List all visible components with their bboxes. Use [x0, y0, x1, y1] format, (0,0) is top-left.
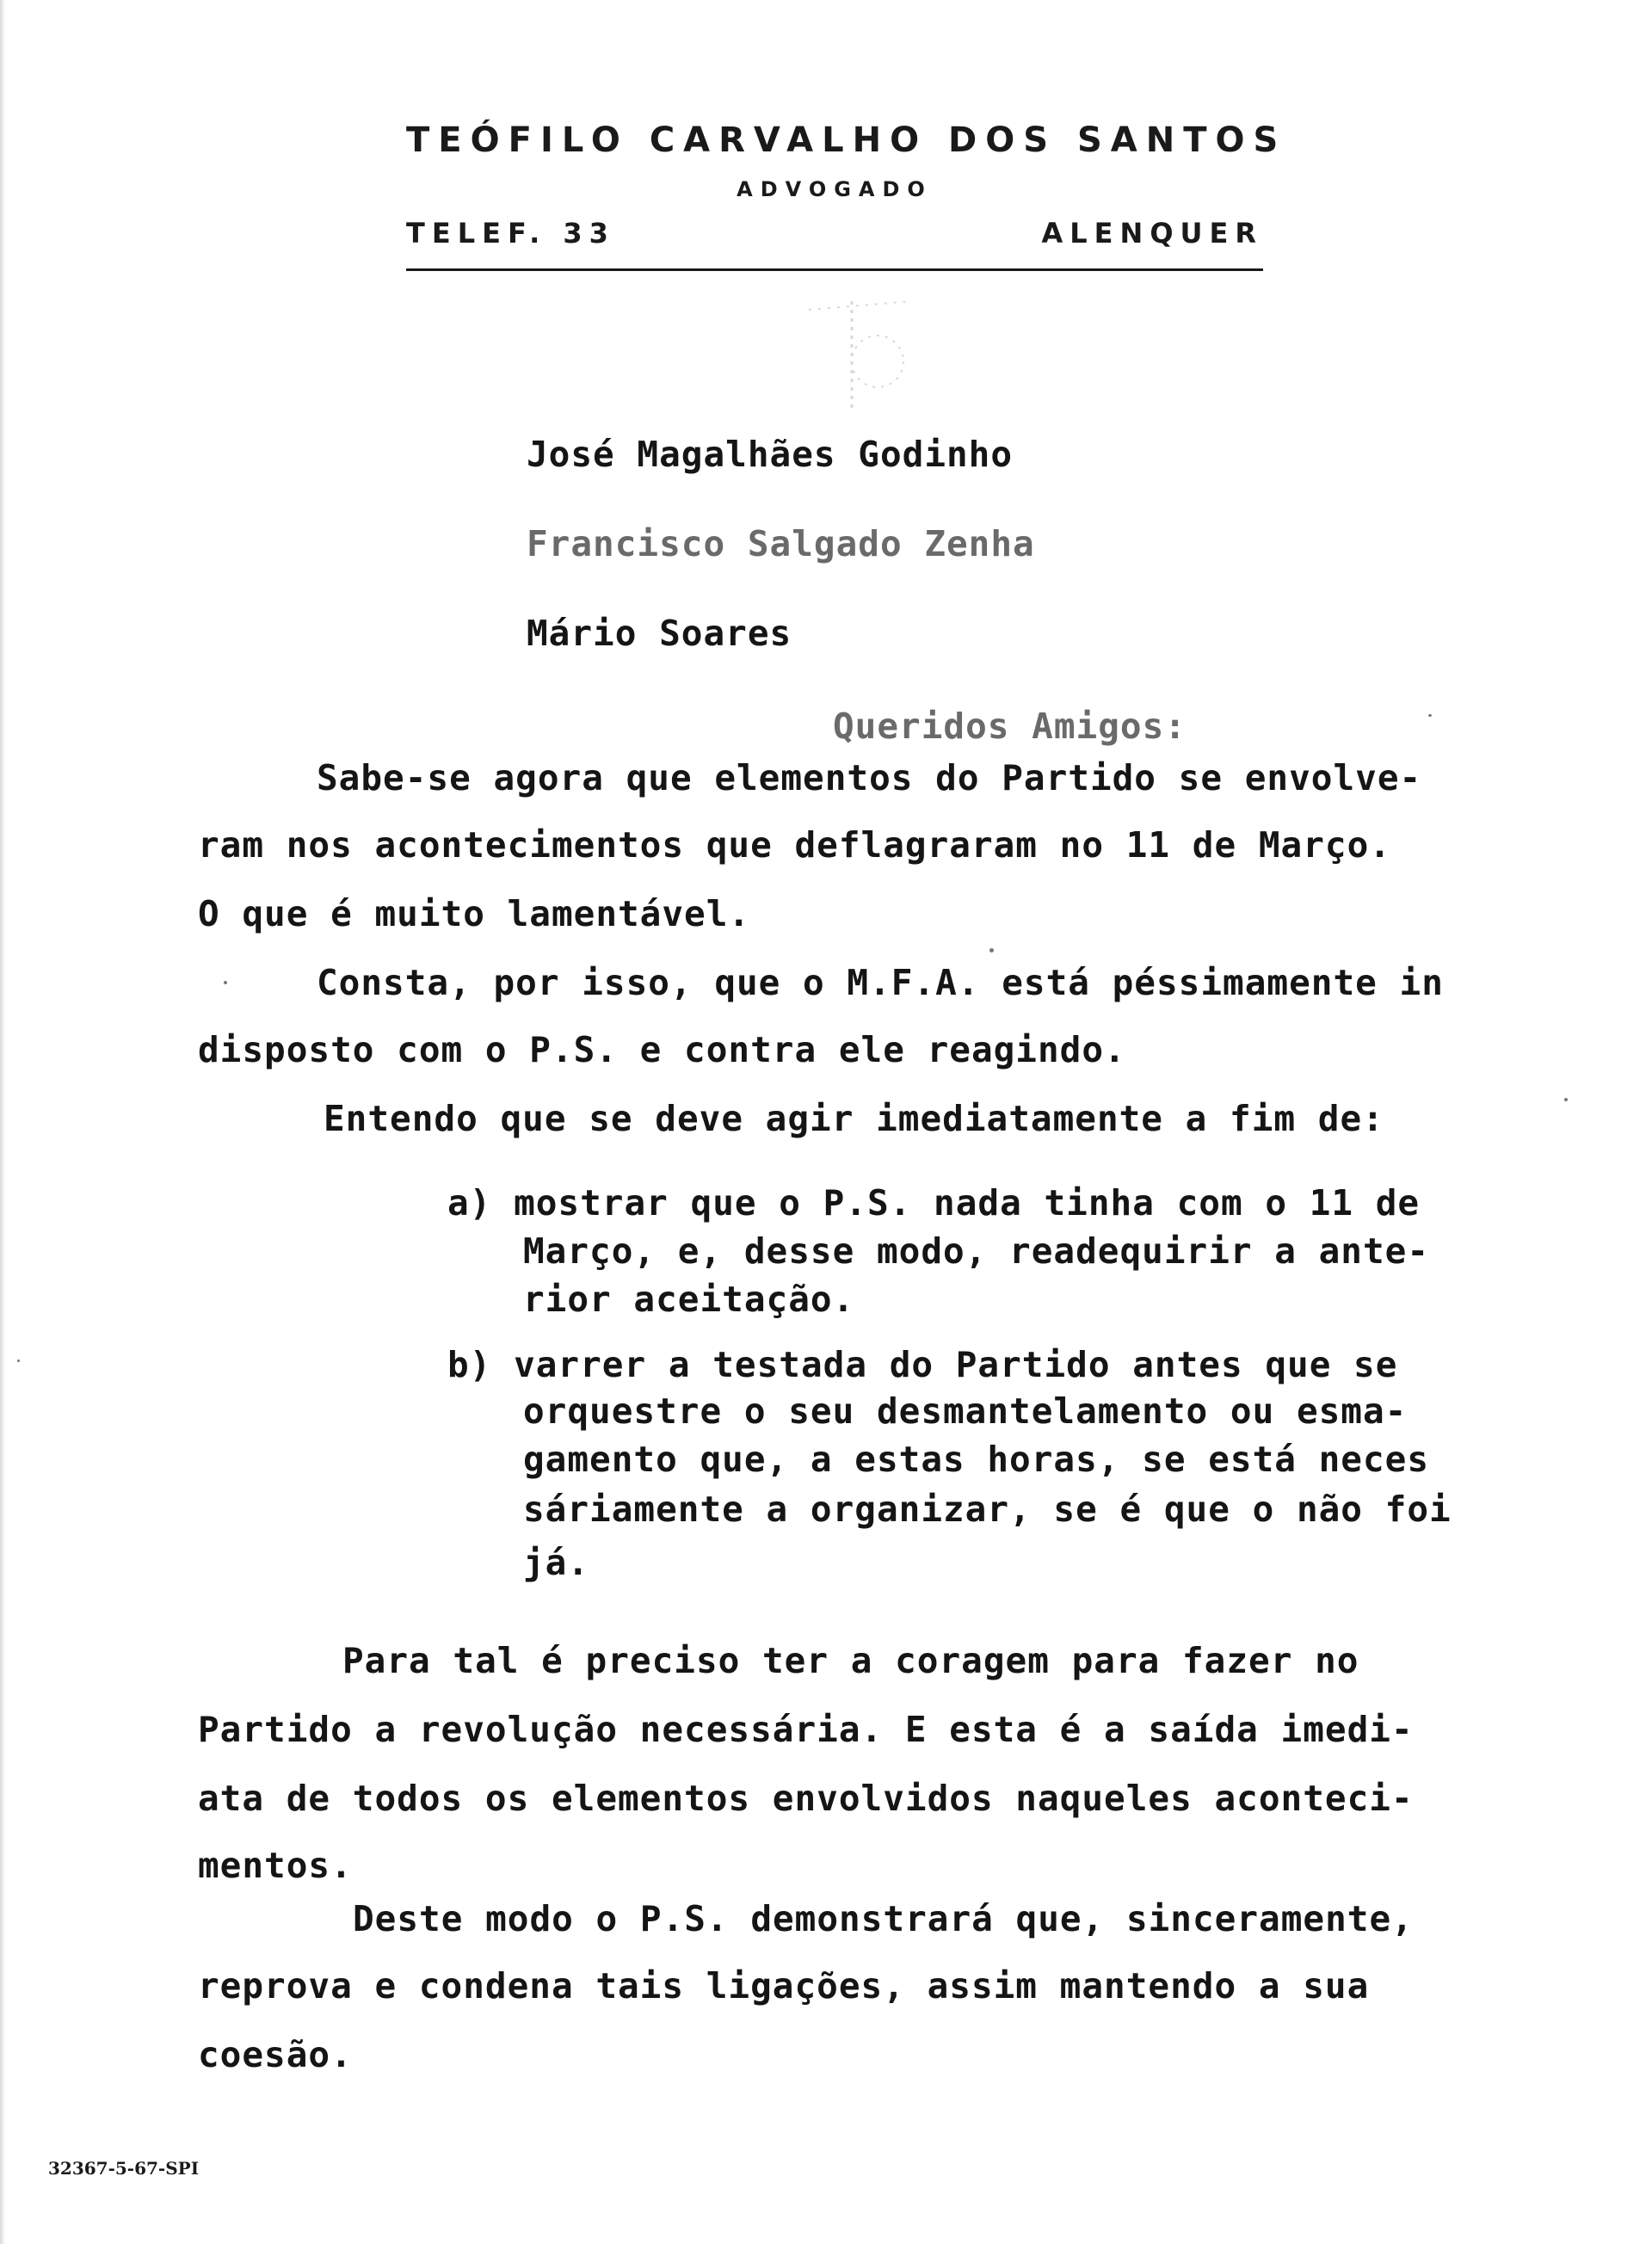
scan-speck [17, 1359, 20, 1362]
paragraph-4-line: mentos. [198, 1845, 353, 1886]
letterhead-role: ADVOGADO [737, 177, 933, 201]
item-a-line: Março, e, desse modo, readequirir a ante- [523, 1230, 1430, 1272]
item-b-marker: b) [447, 1344, 492, 1385]
recipient-2: Francisco Salgado Zenha [527, 523, 1035, 564]
paragraph-5-line: coesão. [198, 2034, 353, 2075]
paragraph-2-line: Consta, por isso, que o M.F.A. está péssimamente in [317, 962, 1444, 1003]
scan-speck [224, 981, 227, 984]
paragraph-4-line: Para tal é preciso ter a coragem para fazer no [342, 1640, 1359, 1681]
paragraph-5-line: reprova e condena tais ligações, assim mantendo a sua [198, 1965, 1370, 2007]
scan-edge-shadow [0, 0, 5, 2244]
recipient-3: Mário Soares [527, 613, 792, 654]
letterhead-rule [406, 268, 1263, 271]
scan-speck [989, 948, 994, 952]
scan-speck [1564, 1098, 1568, 1101]
paragraph-4-line: ata de todos os elementos envolvidos naqueles aconteci- [198, 1778, 1414, 1819]
item-b-first-line [447, 1344, 1397, 1385]
letterhead-city: ALENQUER [1041, 217, 1263, 250]
paragraph-1-line: Sabe-se agora que elementos do Partido se envolve- [317, 757, 1422, 798]
item-b-line: sáriamente a organizar, se é que o não foi [523, 1489, 1452, 1530]
item-b-line: já. [523, 1542, 590, 1583]
item-a-line: mostrar que o P.S. nada tinha com o 11 de [514, 1182, 1421, 1224]
item-a-marker: a) [447, 1182, 492, 1224]
item-b-line: gamento que, a estas horas, se está neces [523, 1439, 1430, 1480]
letterhead-name: TEÓFILO CARVALHO DOS SANTOS [406, 120, 1287, 160]
item-b-line: orquestre o seu desmantelamento ou esma- [523, 1390, 1408, 1432]
recipient-1: José Magalhães Godinho [527, 434, 1014, 475]
paragraph-2-line: disposto com o P.S. e contra ele reagindo. [198, 1029, 1126, 1070]
item-b-line: varrer a testada do Partido antes que se [514, 1344, 1398, 1385]
footer-print-code: 32367-5-67-SPI [48, 2158, 200, 2179]
paragraph-4-line: Partido a revolução necessária. E esta é a saída imedi- [198, 1709, 1414, 1750]
paragraph-3: Entendo que se deve agir imediatamente a fim de: [324, 1098, 1384, 1139]
item-a-first-line [447, 1182, 1420, 1224]
letterhead-phone: TELEF. 33 [406, 217, 615, 250]
item-a-line: rior aceitação. [523, 1279, 855, 1320]
faint-stamp-impression [774, 293, 964, 422]
scan-speck [1428, 714, 1432, 717]
salutation: Queridos Amigos: [833, 706, 1187, 747]
paragraph-1-line: ram nos acontecimentos que deflagraram no 11 de Março. [198, 824, 1391, 866]
paragraph-1-line: O que é muito lamentável. [198, 893, 751, 934]
paragraph-5-line: Deste modo o P.S. demonstrará que, sinceramente, [353, 1898, 1414, 1939]
